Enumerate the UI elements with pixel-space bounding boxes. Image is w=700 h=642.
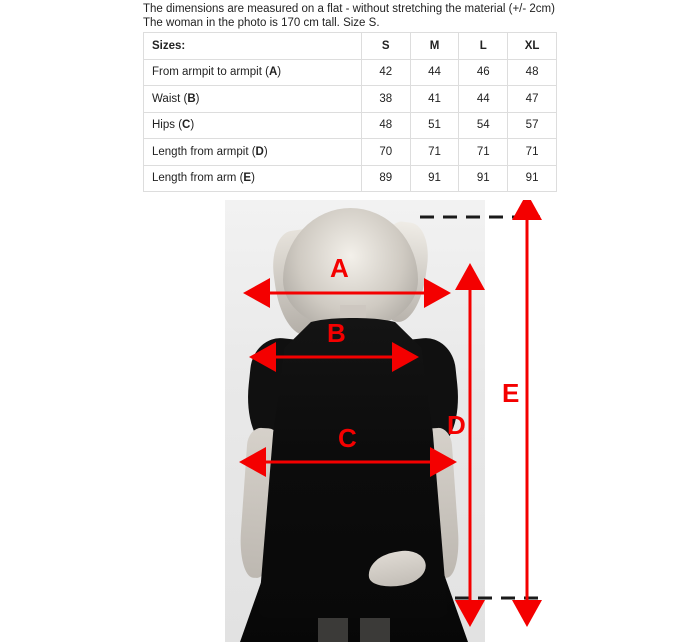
row-label-suffix: ) bbox=[263, 145, 268, 158]
cell-value: 44 bbox=[459, 86, 508, 113]
header-size-l: L bbox=[459, 33, 508, 60]
row-label-suffix: ) bbox=[251, 172, 255, 185]
measurement-overlay bbox=[0, 200, 700, 642]
row-label-prefix: Length from armpit ( bbox=[152, 145, 256, 158]
header-size-xl: XL bbox=[508, 33, 557, 60]
size-table bbox=[143, 32, 557, 192]
measure-label-b: B bbox=[327, 318, 346, 348]
row-label-letter: D bbox=[255, 145, 264, 158]
row-label-suffix: ) bbox=[190, 119, 195, 132]
row-label bbox=[144, 86, 362, 113]
header-size-s: S bbox=[361, 33, 410, 60]
row-label-letter: C bbox=[182, 119, 191, 132]
cell-value: 48 bbox=[361, 112, 410, 139]
measure-label-c: C bbox=[338, 423, 357, 453]
table-row bbox=[144, 112, 557, 139]
size-chart bbox=[143, 32, 557, 192]
row-label-suffix: ) bbox=[277, 66, 282, 79]
cell-value: 71 bbox=[508, 139, 557, 166]
row-label-prefix: Hips ( bbox=[152, 119, 183, 132]
intro-line-2: The woman in the photo is 170 cm tall. Size S. bbox=[143, 17, 380, 29]
cell-value: 91 bbox=[508, 165, 557, 192]
table-row bbox=[144, 59, 557, 86]
row-label-letter: E bbox=[243, 172, 252, 185]
header-sizes-label: Sizes: bbox=[144, 33, 362, 60]
row-label bbox=[144, 139, 362, 166]
cell-value: 71 bbox=[410, 139, 459, 166]
row-label-suffix: ) bbox=[195, 92, 200, 105]
cell-value: 46 bbox=[459, 59, 508, 86]
table-row bbox=[144, 165, 557, 192]
table-row bbox=[144, 139, 557, 166]
cell-value: 91 bbox=[410, 165, 459, 192]
cell-value: 57 bbox=[508, 112, 557, 139]
cell-value: 54 bbox=[459, 112, 508, 139]
table-row bbox=[144, 86, 557, 113]
measurement-photo bbox=[0, 200, 700, 642]
cell-value: 42 bbox=[361, 59, 410, 86]
cell-value: 91 bbox=[459, 165, 508, 192]
row-label-prefix: Waist ( bbox=[152, 92, 188, 105]
row-label bbox=[144, 112, 362, 139]
cell-value: 38 bbox=[361, 86, 410, 113]
cell-value: 51 bbox=[410, 112, 459, 139]
measure-label-a: A bbox=[330, 253, 349, 283]
measure-label-e: E bbox=[502, 378, 520, 408]
row-label-letter: A bbox=[268, 66, 278, 79]
table-header-row bbox=[144, 33, 557, 60]
intro-line-1: The dimensions are measured on a flat - without stretching the material (+/- 2cm) bbox=[143, 3, 555, 15]
cell-value: 89 bbox=[361, 165, 410, 192]
cell-value: 48 bbox=[508, 59, 557, 86]
cell-value: 71 bbox=[459, 139, 508, 166]
row-label-letter: B bbox=[187, 92, 196, 105]
cell-value: 70 bbox=[361, 139, 410, 166]
row-label-prefix: From armpit to armpit ( bbox=[152, 66, 269, 79]
measure-label-d: D bbox=[447, 410, 466, 440]
cell-value: 47 bbox=[508, 86, 557, 113]
row-label bbox=[144, 165, 362, 192]
cell-value: 44 bbox=[410, 59, 459, 86]
cell-value: 41 bbox=[410, 86, 459, 113]
intro-text bbox=[143, 2, 563, 30]
row-label-prefix: Length from arm ( bbox=[152, 172, 244, 185]
header-size-m: M bbox=[410, 33, 459, 60]
row-label bbox=[144, 59, 362, 86]
